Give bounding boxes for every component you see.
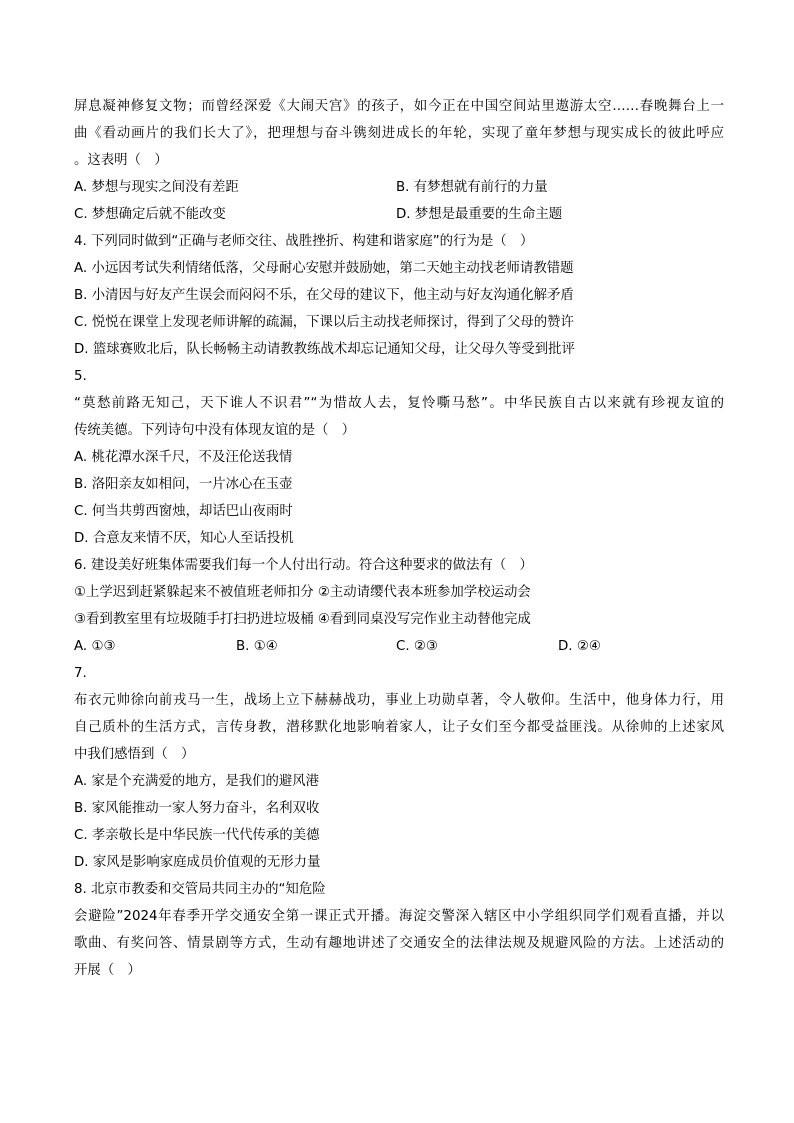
q3-option-c: C. 梦想确定后就不能改变 [74, 207, 226, 222]
q4-option-a: A. 小远因考试失利情绪低落，父母耐心安慰并鼓励她，第二天她主动找老师请教错题 [74, 261, 574, 276]
q3-stem-line-1: 屏息凝神修复文物；而曾经深爱《大闹天宫》的孩子，如今正在中国空间站里遨游太空……春晚舞台上一 [74, 99, 724, 114]
q3-option-a: A. 梦想与现实之间没有差距 [74, 180, 239, 195]
q3-stem-line-3: 。这表明（ ） [74, 153, 168, 168]
q4-option-b: B. 小清因与好友产生误会而闷闷不乐，在父母的建议下，他主动与好友沟通化解矛盾 [74, 288, 574, 303]
q6-option-a: A. ①③ [74, 639, 116, 654]
q4-stem: 4. 下列同时做到“正确与老师交往、战胜挫折、构建和谐家庭”的行为是（ ） [74, 234, 534, 249]
q3-option-b: B. 有梦想就有前行的力量 [396, 180, 548, 195]
q3-stem-line-2: 曲《看动画片的我们长大了》，把理想与奋斗镌刻进成长的年轮，实现了童年梦想与现实成长的彼此呼应 [74, 126, 724, 141]
q7-stem-line-1: 布衣元帅徐向前戎马一生，战场上立下赫赫战功，事业上功勋卓著，令人敬仰。生活中，他身体力行，用 [74, 693, 724, 708]
q7-option-c: C. 孝亲敬长是中华民族一代代传承的美德 [74, 828, 320, 843]
q5-option-a: A. 桃花潭水深千尺，不及汪伦送我情 [74, 450, 293, 465]
q6-item-line-1: ①上学迟到赶紧躲起来不被值班老师扣分 ②主动请缨代表本班参加学校运动会 [74, 585, 531, 600]
q6-option-b: B. ①④ [236, 639, 278, 654]
q5-option-d: D. 合意友来情不厌，知心人至话投机 [74, 531, 294, 546]
q3-option-d: D. 梦想是最重要的生命主题 [396, 207, 563, 222]
q7-stem-line-3: 中我们感悟到（ ） [74, 747, 195, 762]
q8-stem-line-4: 开展（ ） [74, 963, 141, 978]
q6-option-c: C. ②③ [396, 639, 438, 654]
q4-option-d: D. 篮球赛败北后，队长畅畅主动请教教练战术却忘记通知父母，让父母久等受到批评 [74, 342, 575, 357]
q8-stem-line-2: 会避险”2024年春季开学交通安全第一课正式开播。海淀交警深入辖区中小学组织同学们观看直播，并以 [74, 909, 724, 924]
q5-option-c: C. 何当共剪西窗烛，却话巴山夜雨时 [74, 504, 293, 519]
q7-option-a: A. 家是个充满爱的地方，是我们的避风港 [74, 774, 320, 789]
q5-stem-line-2: 传统美德。下列诗句中没有体现友谊的是（ ） [74, 423, 356, 438]
q8-stem-line-1: 8. 北京市教委和交管局共同主办的“知危险 [74, 882, 326, 897]
q5-option-b: B. 洛阳亲友如相问，一片冰心在玉壶 [74, 477, 293, 492]
q4-option-c: C. 悦悦在课堂上发现老师讲解的疏漏，下课以后主动找老师探讨，得到了父母的赞许 [74, 315, 574, 330]
q7-option-d: D. 家风是影响家庭成员价值观的无形力量 [74, 855, 321, 870]
q6-stem: 6. 建设美好班集体需要我们每一个人付出行动。符合这种要求的做法有（ ） [74, 558, 533, 573]
q6-option-d: D. ②④ [558, 639, 601, 654]
q5-stem-line-1: “莫愁前路无知己，天下谁人不识君”“为惜故人去，复怜嘶马愁”。中华民族自古以来就有珍视友谊的 [74, 396, 724, 411]
q7-stem-line-2: 自己质朴的生活方式，言传身教，潜移默化地影响着家人，让子女们至今都受益匪浅。从徐帅的上述家风 [74, 720, 724, 735]
q7-option-b: B. 家风能推动一家人努力奋斗，名利双收 [74, 801, 320, 816]
q7-number: 7. [74, 666, 87, 681]
q5-number: 5. [74, 369, 87, 384]
q6-item-line-2: ③看到教室里有垃圾随手打扫扔进垃圾桶 ④看到同桌没写完作业主动替他完成 [74, 612, 531, 627]
q8-stem-line-3: 歌曲、有奖问答、情景剧等方式，生动有趣地讲述了交通安全的法律法规及规避风险的方法。上述活动的 [74, 936, 724, 951]
